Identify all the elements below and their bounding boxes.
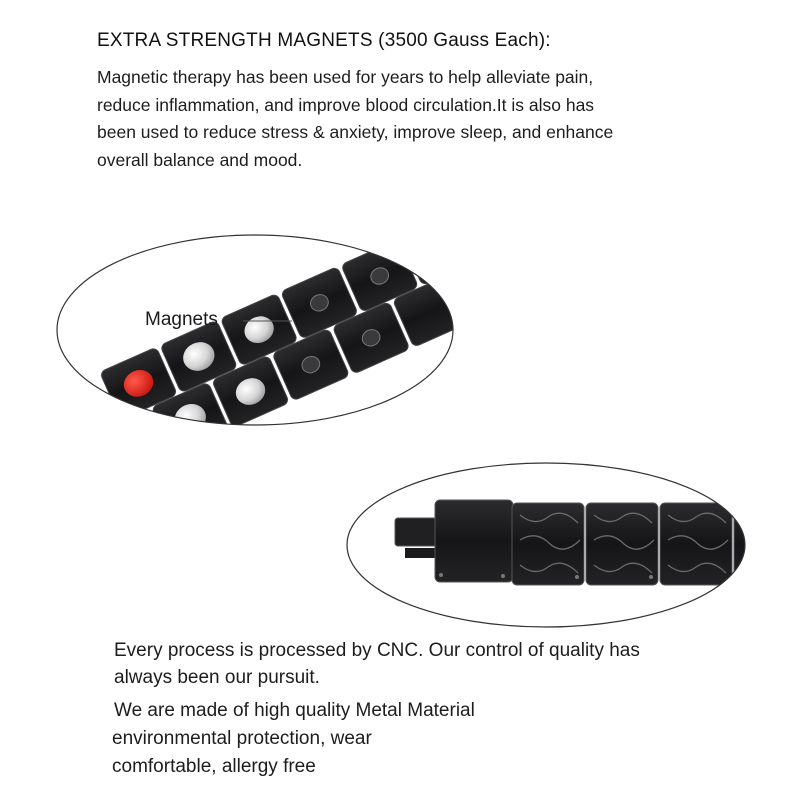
material-paragraph: [112, 697, 712, 781]
page-title: EXTRA STRENGTH MAGNETS (3500 Gauss Each):: [97, 30, 551, 51]
intro-line: Magnetic therapy has been used for years to help alleviate pain,: [97, 67, 594, 87]
magnets-callout-label: Magnets: [145, 309, 218, 330]
quality-line: always been our pursuit.: [114, 667, 320, 688]
intro-line: overall balance and mood.: [97, 149, 303, 170]
intro-line: reduce inflammation, and improve blood circulation.It is also has: [97, 94, 595, 115]
intro-line: been used to reduce stress & anxiety, improve sleep, and enhance: [97, 122, 614, 142]
magnet-bracelet-closeup: [57, 213, 500, 482]
material-line: We are made of high quality Metal Material: [114, 700, 475, 721]
quality-paragraph: [114, 637, 764, 691]
material-line: comfortable, allergy free: [112, 756, 316, 777]
quality-line: Every process is processed by CNC. Our control of quality has: [114, 640, 640, 661]
clasp-closeup: [347, 463, 774, 627]
material-line: environmental protection, wear: [112, 728, 372, 749]
